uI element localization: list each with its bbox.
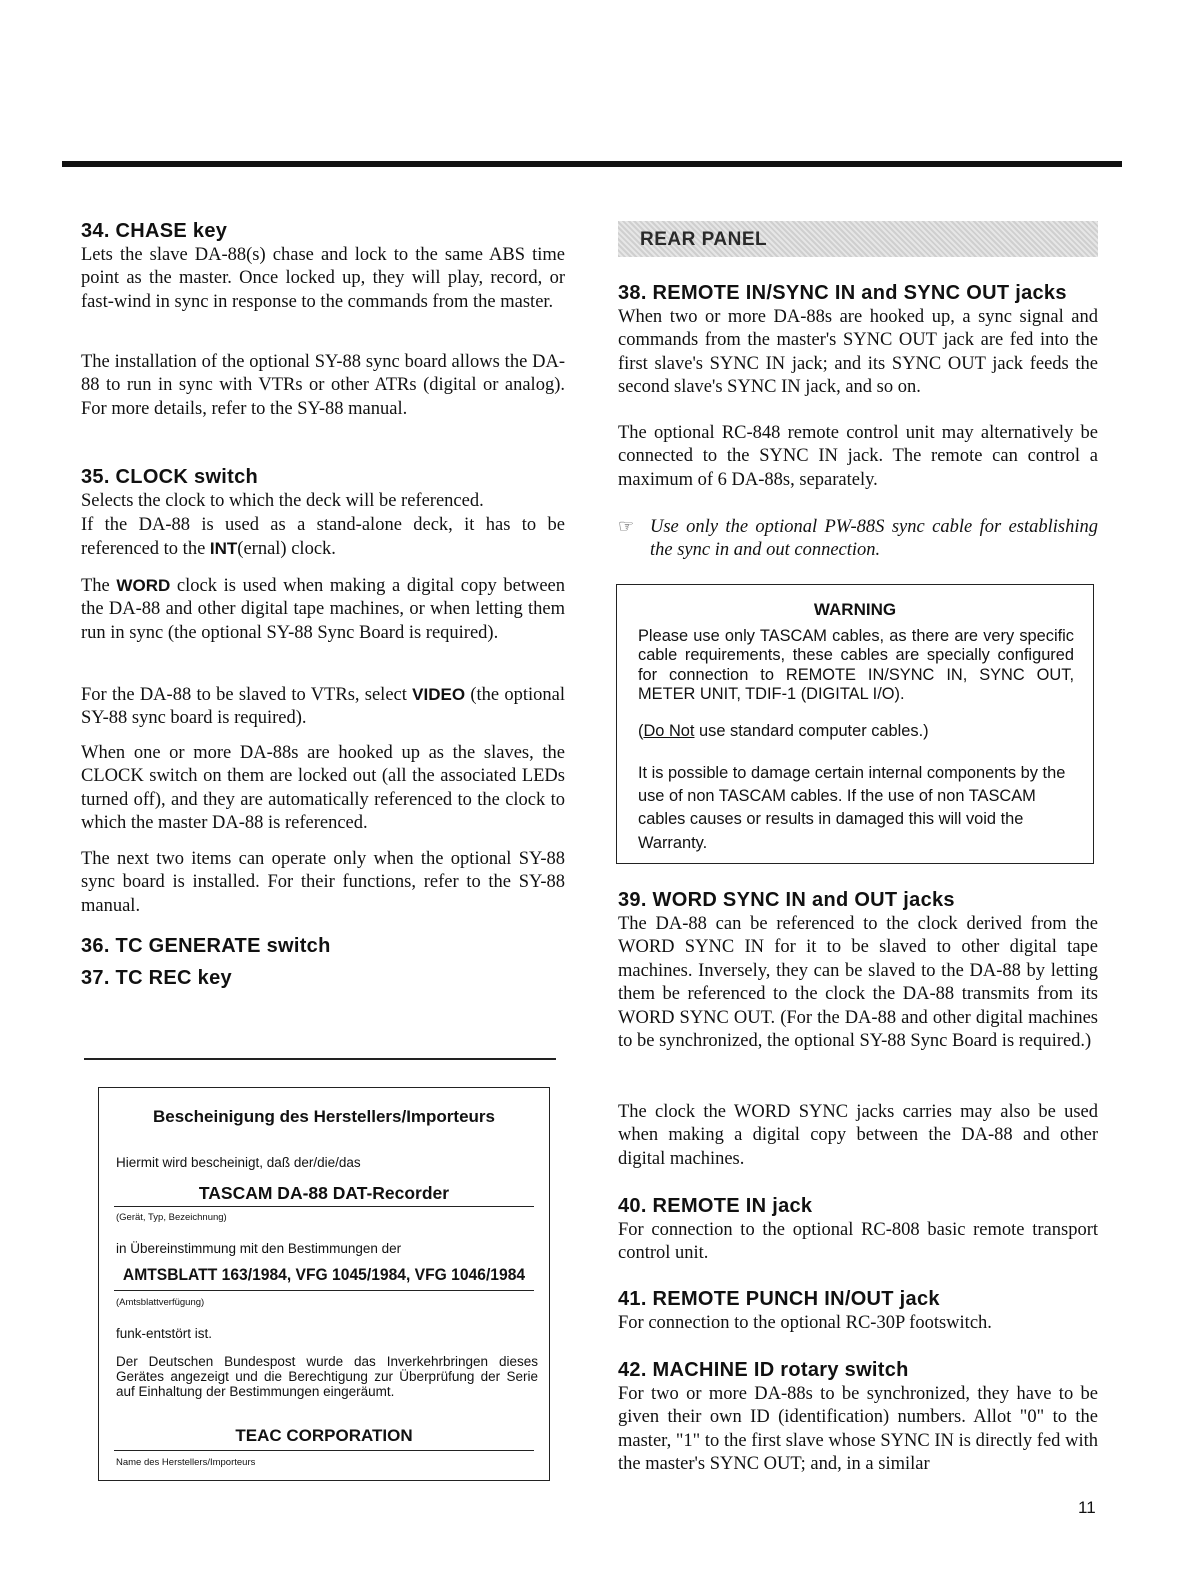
section-40-heading: 40. REMOTE IN jack [618, 1195, 813, 1217]
section-41-heading: 41. REMOTE PUNCH IN/OUT jack [618, 1288, 940, 1310]
certificate-regulation-caption: (Amtsblattverfügung) [116, 1297, 205, 1308]
certificate-line-2: in Übereinstimmung mit den Bestimmungen der [116, 1241, 402, 1256]
manufacturer-certificate [98, 1087, 550, 1481]
page-number: 11 [1078, 1498, 1096, 1517]
section-39-heading: 39. WORD SYNC IN and OUT jacks [618, 889, 955, 911]
video-label: VIDEO [412, 685, 466, 704]
section-39-paragraph-1: The DA-88 can be referenced to the clock derived from the WORD SYNC IN for it to be slaved to other digital tape machines. Inversely, they can be slaved to the DA-88 by letting them be referenced to the clock the DA-88 transmits from its WORD SYNC OUT. (For the DA-88 and other digital machines to be synchronized, the optional SY-88 Sync Board is required.) [618, 914, 1098, 1052]
int-label: INT [209, 539, 238, 559]
section-42-paragraph: For two or more DA-88s to be synchronized, they have to be given their own ID (identification) numbers. Allot "0" to the master, "1" to the first slave whose SYNC IN is directly fed with the master's SYNC OUT; and, in a similar [618, 1384, 1098, 1475]
top-rule [62, 161, 1122, 167]
warning-box [616, 584, 1094, 864]
section-35-paragraph-5: The next two items can operate only when the optional SY-88 sync board is installed. For their functions, refer to the SY-88 manual. [81, 849, 565, 916]
rear-panel-banner [618, 221, 1098, 257]
certificate-regulation: AMTSBLATT 163/1984, VFG 1045/1984, VFG 1046/1984 [122, 1265, 526, 1284]
do-not-emphasis: Do Not [643, 722, 695, 740]
section-34-paragraph-1: Lets the slave DA-88(s) chase and lock to the same ABS time point as the master. Once locked up, they will play, record, or fast-wind in sync in response to the commands from the master. [81, 245, 565, 312]
section-35-paragraph-3: For the DA-88 to be slaved to VTRs, select VIDEO (the optional SY-88 sync board is required). [81, 685, 565, 729]
certificate-company: TEAC CORPORATION [235, 1426, 413, 1445]
section-35-heading: 35. CLOCK switch [81, 466, 259, 488]
sync-cable-note-text: Use only the optional PW-88S sync cable for establishing the sync in and out connection. [650, 517, 1098, 561]
certificate-device-line [114, 1206, 534, 1207]
section-40-paragraph: For connection to the optional RC-808 basic remote transport control unit. [618, 1220, 1098, 1264]
section-38-paragraph-2: The optional RC-848 remote control unit may alternatively be connected to the SYNC IN jack. The remote can control a maximum of 6 DA-88s, separately. [618, 423, 1098, 490]
warning-paragraph-2: It is possible to damage certain internal components by the use of non TASCAM cables. If the use of non TASCAM cables causes or results in damaged this will void the Warranty. [638, 764, 1066, 852]
section-39-paragraph-2: The clock the WORD SYNC jacks carries may also be used when making a digital copy between the DA-88 and other digital machines. [618, 1102, 1098, 1169]
pointing-hand-icon: ☞ [618, 516, 635, 536]
word-label: WORD [116, 576, 171, 595]
section-35-paragraph-4: When one or more DA-88s are hooked up as the slaves, the CLOCK switch on them are locked out (all the associated LEDs turned off), and they are automatically referenced to the clock to which the master DA-88 is referenced. [81, 743, 565, 834]
certificate-company-caption: Name des Herstellers/Importeurs [116, 1457, 256, 1468]
section-36-heading: 36. TC GENERATE switch [81, 935, 331, 957]
section-34-heading: 34. CHASE key [81, 220, 228, 242]
certificate-company-line [114, 1450, 534, 1451]
certificate-regulation-line [114, 1290, 534, 1291]
certificate-device-caption: (Gerät, Typ, Bezeichnung) [116, 1212, 227, 1223]
section-35-paragraph-1a: Selects the clock to which the deck will be referenced. [81, 491, 484, 511]
certificate-paragraph: Der Deutschen Bundespost wurde das Inverkehrbringen dieses Gerätes angezeigt und die Berechtigung zur Überprüfung der Serie auf Einhaltung der Bestimmungen eingeräumt. [116, 1354, 538, 1399]
section-37-heading: 37. TC REC key [81, 967, 232, 989]
certificate-line-1: Hiermit wird bescheinigt, daß der/die/das [116, 1155, 361, 1170]
section-35-paragraph-1b: If the DA-88 is used as a stand-alone deck, it has to be referenced to the INT(ernal) clock. [81, 515, 565, 560]
certificate-device: TASCAM DA-88 DAT-Recorder [198, 1183, 450, 1203]
section-34-paragraph-2: The installation of the optional SY-88 sync board allows the DA-88 to run in sync with VTRs or other ATRs (digital or analog). For more details, refer to the SY-88 manual. [81, 352, 565, 419]
section-35-paragraph-2: The WORD clock is used when making a digital copy between the DA-88 and other digital tape machines, or when letting them run in sync (the optional SY-88 Sync Board is required). [81, 576, 566, 643]
section-42-heading: 42. MACHINE ID rotary switch [618, 1359, 909, 1381]
certificate-separator [84, 1058, 556, 1060]
certificate-line-3: funk-entstört ist. [116, 1326, 213, 1341]
section-38-paragraph-1: When two or more DA-88s are hooked up, a sync signal and commands from the master's SYNC OUT jack are fed into the first slave's SYNC IN jack; and its SYNC OUT jack feeds the second slave's SYNC IN jack, and so on. [618, 307, 1098, 398]
rear-panel-title: REAR PANEL [640, 229, 768, 250]
section-38-heading: 38. REMOTE IN/SYNC IN and SYNC OUT jacks [618, 282, 1067, 304]
certificate-title: Bescheinigung des Herstellers/Importeurs [153, 1107, 495, 1126]
warning-paragraph-1b: (Do Not use standard computer cables.) [638, 722, 929, 740]
warning-paragraph-1: Please use only TASCAM cables, as there are very specific cable requirements, these cables are specially configured for connection to REMOTE IN/SYNC IN, SYNC OUT, METER UNIT, TDIF-1 (DIGITAL I/O). [638, 627, 1074, 703]
warning-title: WARNING [813, 600, 897, 619]
section-41-paragraph: For connection to the optional RC-30P footswitch. [618, 1313, 992, 1333]
